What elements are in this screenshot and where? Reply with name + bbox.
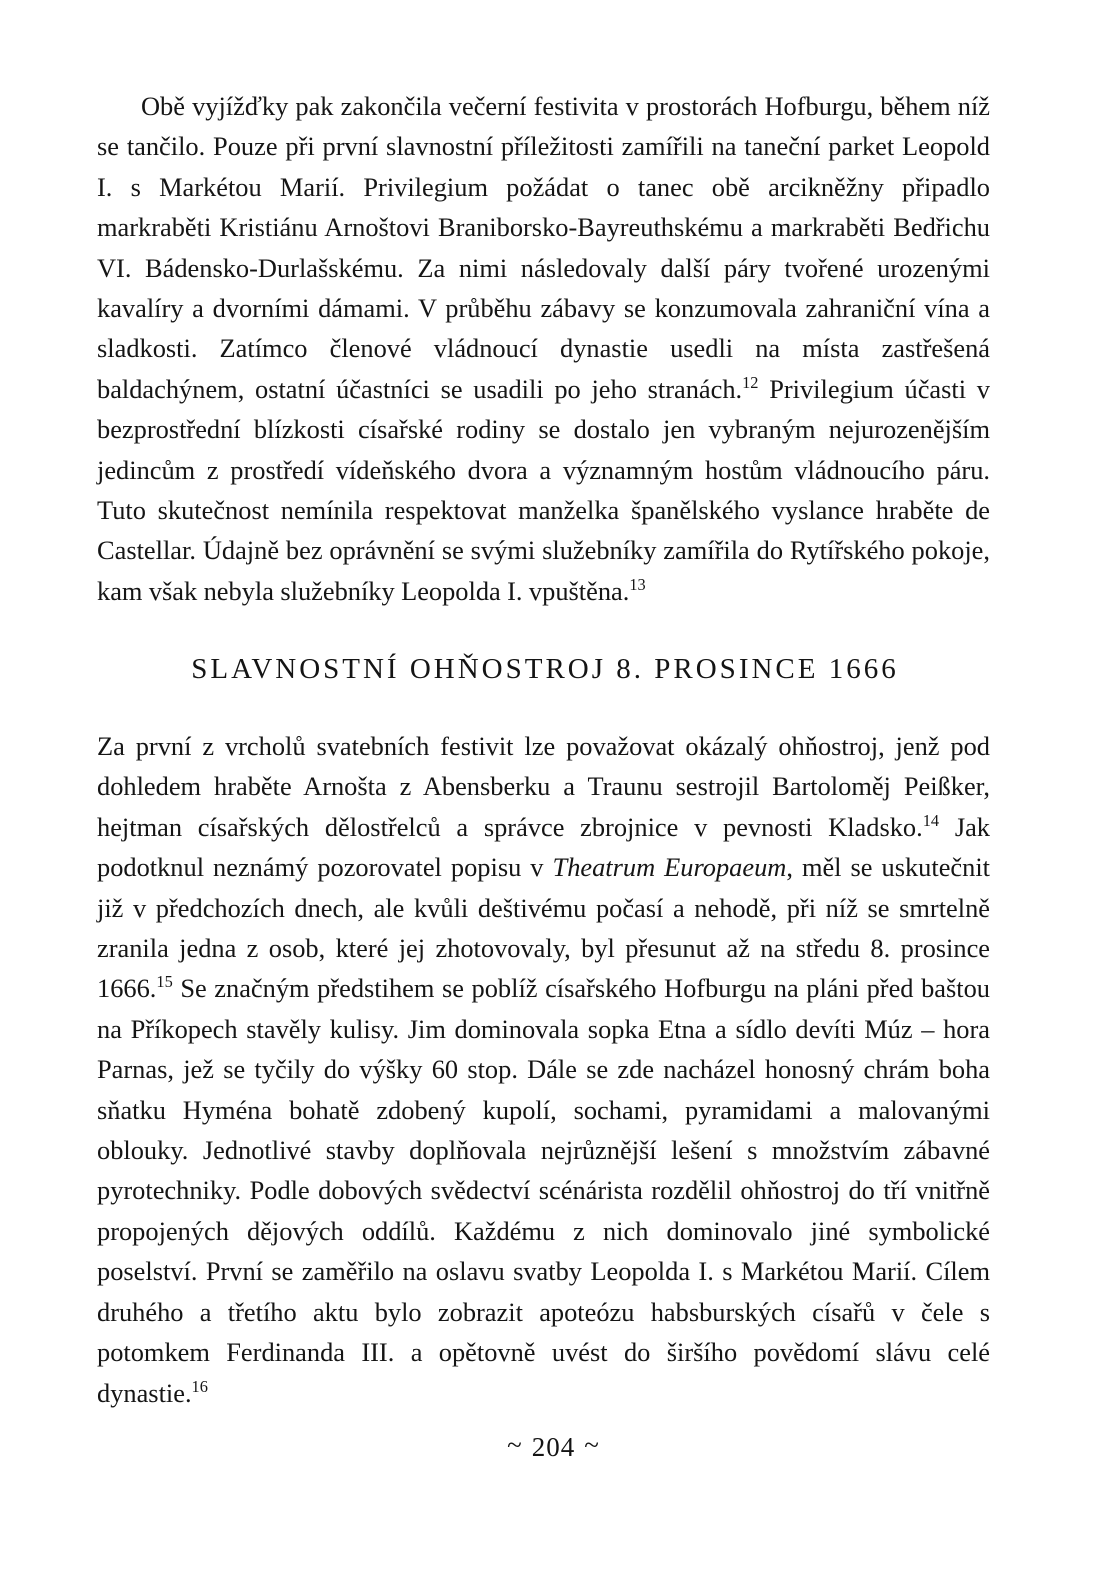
paragraph-two-text-before-fn14: Za první z vrcholů svatebních festivit lze považovat okázalý ohňostroj, jenž pod dohledem hraběte Arnošta z Abensberku a Traunu sestrojil Bartoloměj Peißker, hejtman císařských dělostřelců a správce zbrojnice v pevnosti Kladsko. xyxy=(97,731,990,842)
book-title-theatrum-europaeum: Theatrum Europaeum xyxy=(552,852,787,883)
folio-ornament-right: ~ xyxy=(584,1430,600,1460)
section-heading-block xyxy=(97,655,990,701)
page-footer xyxy=(0,1432,1107,1463)
page-number: 204 xyxy=(531,1432,576,1462)
paragraph-two-text-between-fn15-fn16: Se značným předstihem se poblíž císařského Hofburgu na pláni před baštou na Příkopech stavěly kulisy. Jim dominovala sopka Etna a sídlo devíti Múz – hora Parnas, jež se tyčily do výšky 60 stop. Dále se zde nacházel honosný chrám boha sňatku Hyména bohatě zdobený kupolí, sochami, pyramidami a malovanými oblouky. Jednotlivé stavby doplňovala nejrůznější lešení s množstvím zábavné pyrotechniky. Podle dobových svědectví scénárista rozdělil ohňostroj do tří vnitřně propojených dějových oddílů. Každému z nich dominovalo jiné symbolické poselství. První se zaměřilo na oslavu svatby Leopolda I. s Markétou Marií. Cílem druhého a třetího aktu bylo zobrazit apoteózu habsburských císařů v čele s potomkem Ferdinanda III. a opětovně uvést do širšího povědomí slávu celé dynastie. xyxy=(97,973,990,1408)
paragraph-two xyxy=(97,726,990,1413)
footnote-ref-16[interactable]: 16 xyxy=(191,1376,208,1396)
paragraph-one-block xyxy=(97,86,990,611)
paragraph-two-text-after-fn14: Jak podotknul neznámý pozorovatel popisu v xyxy=(97,811,990,883)
footnote-ref-15[interactable]: 15 xyxy=(156,972,173,992)
paragraph-one-text-before-fn12: Obě vyjížďky pak zakončila večerní festivita v prostorách Hofburgu, během níž se tančilo. Pouze při první slavnostní příležitosti zamířili na taneční parket Leopold I. s Markétou Marií. Privilegium požádat o tanec obě arcikněžny připadlo markraběti Kristiánu Arnoštovi Braniborsko-Bayreuthskému a markraběti Bedřichu VI. Bádensko-Durlašskému. Za nimi následovaly další páry tvořené urozenými kavalíry a dvorními dámami. V průběhu zábavy se konzumovala zahraniční vína a sladkosti. Zatímco členové vládnoucí dynastie usedli na místa zastřešená baldachýnem, ostatní účastníci se usadili po jeho stranách. xyxy=(97,91,990,404)
folio-ornament-left: ~ xyxy=(507,1430,523,1460)
footnote-ref-14[interactable]: 14 xyxy=(922,811,940,831)
section-heading: SLAVNOSTNÍ OHŇOSTROJ 8. PROSINCE 1666 xyxy=(191,653,899,685)
paragraph-one-text-between-fn12-fn13: Privilegium účasti v bezprostřední blízkosti císařské rodiny se dostalo jen vybraným nejurozenějším jedincům z prostředí vídeňského dvora a významným hostům vládnoucího páru. Tuto skutečnost nemínila respektovat manželka španělského vyslance hraběte de Castellar. Údajně bez oprávnění se svými služebníky zamířila do Rytířského pokoje, kam však nebyla služebníky Leopolda I. vpuštěna. xyxy=(97,373,990,606)
footnote-ref-13[interactable]: 13 xyxy=(629,575,646,595)
footnote-ref-12[interactable]: 12 xyxy=(742,373,759,393)
paragraph-two-block xyxy=(97,726,990,1413)
paragraph-one xyxy=(97,86,990,611)
paragraph-two-text-between-title-fn15: , měl se uskutečnit již v předchozích dnech, ale kvůli deštivému počasí a nehodě, při níž se smrtelně zranila jedna z osob, které jej zhotovovaly, byl přesunut až na středu 8. prosince 1666. xyxy=(97,852,990,1004)
